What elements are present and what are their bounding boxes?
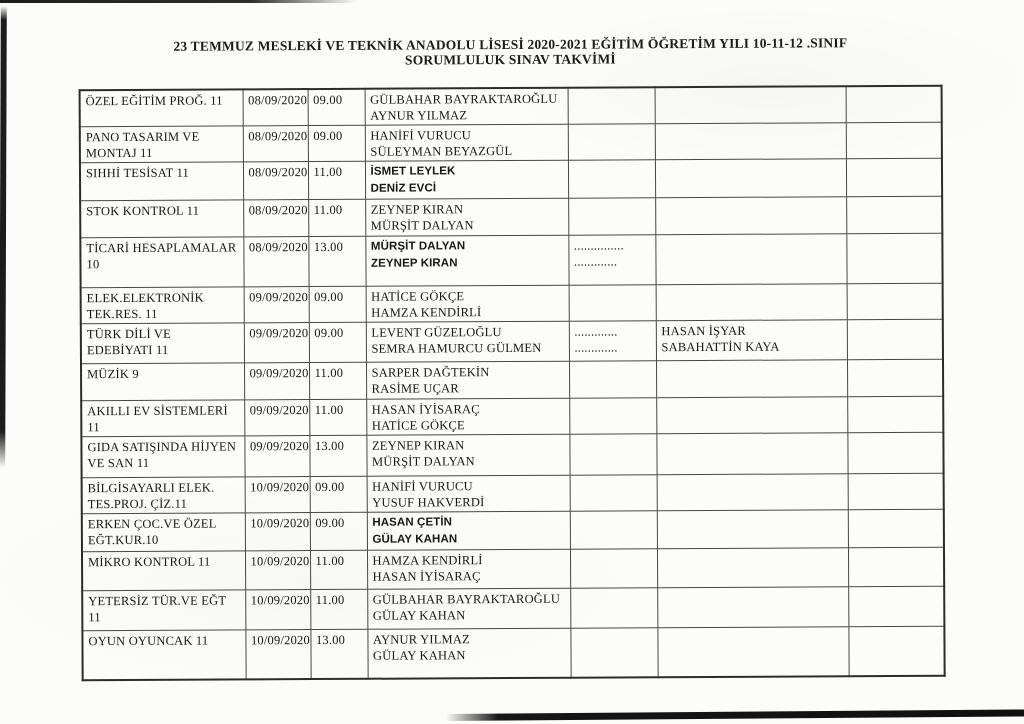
notes-cell (568, 87, 655, 124)
course-cell: TÜRK DİLİ VE EDEBİYATI 11 (81, 323, 244, 364)
document-title-line1: 23 TEMMUZ MESLEKİ VE TEKNİK ANADOLU LİSESİ 2020-2021 EĞİTİM ÖĞRETİM YILI 10-11-12 .SINIF (173, 35, 848, 54)
course-cell: AKILLI EV SİSTEMLERİ 11 (81, 400, 244, 437)
empty-cell (846, 122, 942, 159)
observers-cell (655, 86, 846, 123)
notes-cell (569, 398, 656, 434)
observers-cell (655, 159, 846, 198)
table-row (81, 359, 943, 401)
time-cell: 09.00 (310, 476, 367, 512)
table-row (81, 432, 943, 478)
observers-cell: HASAN İŞYAR SABAHATTİN KAYA (656, 320, 847, 361)
teachers-cell: GÜLBAHAR BAYRAKTAROĞLU GÜLAY KAHAN (367, 588, 570, 629)
empty-cell (848, 586, 944, 627)
course-cell: TİCARİ HESAPLAMALAR 10 (80, 237, 243, 288)
empty-cell (848, 547, 944, 587)
empty-cell (847, 359, 943, 397)
observers-cell (657, 474, 848, 511)
notes-cell (570, 475, 657, 511)
teachers-cell: AYNUR YILMAZ GÜLAY KAHAN (367, 628, 570, 678)
course-cell: PANO TASARIM VE MONTAJ 11 (80, 126, 243, 163)
empty-cell (847, 432, 943, 474)
date-cell: 10/09/2020 (245, 477, 310, 513)
date-cell: 10/09/2020 (245, 590, 310, 630)
observers-cell (655, 123, 846, 160)
empty-cell (847, 283, 943, 320)
empty-cell (846, 233, 942, 284)
teachers-cell: İSMET LEYLEK DENİZ EVCİ (365, 160, 568, 199)
course-cell: ERKEN ÇOC.VE ÖZEL EĞT.KUR.10 (82, 513, 245, 552)
table-row (80, 86, 942, 127)
table-row (80, 196, 942, 238)
notes-cell (569, 434, 656, 475)
exam-schedule-table (79, 85, 946, 681)
teachers-cell: MÜRŞİT DALYAN ZEYNEP KIRAN (365, 235, 568, 286)
date-cell: 09/09/2020 (244, 323, 309, 363)
dotted-line: ............. (573, 254, 618, 269)
time-cell: 09.00 (308, 125, 365, 161)
teachers-cell: HASAN İYİSARAÇ HATİCE GÖKÇE (366, 398, 569, 435)
time-cell: 11.00 (309, 362, 366, 399)
empty-cell (846, 158, 942, 197)
notes-cell (570, 549, 657, 588)
observers-cell (655, 197, 846, 235)
time-cell: 11.00 (308, 199, 365, 236)
teachers-cell: HASAN ÇETİN GÜLAY KAHAN (367, 511, 570, 550)
observers-cell (656, 360, 847, 398)
document-title (0, 34, 1022, 69)
table-row (82, 473, 944, 514)
time-cell: 09.00 (309, 322, 366, 362)
teachers-cell: ZEYNEP KIRAN MÜRŞİT DALYAN (366, 434, 569, 476)
course-cell: ÖZEL EĞİTİM PROĞ. 11 (80, 89, 243, 126)
date-cell: 10/09/2020 (245, 551, 310, 590)
time-cell: 09.00 (308, 89, 365, 126)
table-row (81, 396, 943, 437)
observers-cell (656, 397, 847, 434)
teachers-cell: HATİCE GÖKÇE HAMZA KENDİRLİ (366, 285, 569, 322)
empty-cell (847, 319, 943, 360)
empty-cell (847, 396, 943, 433)
notes-cell (568, 198, 655, 235)
course-cell: YETERSİZ TÜR.VE EĞT 11 (82, 590, 245, 631)
time-cell: 13.00 (309, 435, 366, 476)
table-row (81, 283, 943, 324)
empty-cell (848, 626, 944, 676)
notes-cell (570, 588, 657, 628)
observers-cell (657, 587, 848, 628)
time-cell: 09.00 (309, 286, 366, 322)
course-cell: STOK KONTROL 11 (80, 200, 243, 238)
empty-cell (848, 509, 944, 548)
teachers-cell: HANİFİ VURUCU YUSUF HAKVERDİ (367, 475, 570, 512)
empty-cell (846, 196, 942, 234)
notes-cell (569, 321, 656, 361)
table-row (82, 547, 944, 591)
notes-cell (570, 511, 657, 549)
date-cell: 09/09/2020 (244, 400, 309, 436)
observers-cell (656, 284, 847, 321)
table-row (82, 626, 944, 680)
course-cell: GIDA SATIŞINDA HİJYEN VE SAN 11 (81, 436, 244, 478)
time-cell: 11.00 (308, 161, 365, 199)
time-cell: 11.00 (309, 399, 366, 435)
empty-cell (846, 86, 942, 123)
date-cell: 08/09/2020 (243, 126, 308, 162)
notes-cell (568, 124, 655, 160)
date-cell: 10/09/2020 (245, 630, 310, 679)
teachers-cell: SARPER DAĞTEKİN RASİME UÇAR (366, 361, 569, 399)
date-cell: 09/09/2020 (244, 436, 309, 477)
course-cell: BİLGİSAYARLI ELEK. TES.PROJ. ÇİZ.11 (82, 477, 245, 514)
date-cell: 09/09/2020 (244, 363, 309, 400)
table-row (80, 122, 942, 163)
table-row (82, 509, 944, 552)
date-cell: 08/09/2020 (243, 237, 308, 287)
date-cell: 08/09/2020 (243, 162, 308, 200)
course-cell: MİKRO KONTROL 11 (82, 551, 245, 591)
notes-cell (568, 160, 655, 198)
notes-cell (570, 628, 657, 677)
notes-cell (568, 235, 655, 285)
document-title-line2: SORUMLULUK SINAV TAKVİMİ (404, 51, 616, 68)
time-cell: 11.00 (310, 550, 367, 589)
course-cell: SIHHİ TESİSAT 11 (80, 162, 243, 201)
observers-cell (657, 548, 848, 588)
observers-cell (655, 234, 846, 285)
table-row (82, 586, 944, 631)
observers-cell (656, 433, 847, 475)
teachers-cell: HAMZA KENDİRLİ HASAN İYİSARAÇ (367, 549, 570, 589)
dotted-line: ............. (574, 340, 618, 355)
dotted-line: ............... (573, 238, 624, 253)
teachers-cell: ZEYNEP KIRAN MÜRŞİT DALYAN (365, 198, 568, 236)
course-cell: MÜZİK 9 (81, 363, 244, 401)
time-cell: 13.00 (308, 236, 365, 286)
notes-cell (569, 285, 656, 321)
date-cell: 10/09/2020 (245, 513, 310, 551)
course-cell: OYUN OYUNCAK 11 (82, 630, 245, 680)
course-cell: ELEK.ELEKTRONİK TEK.RES. 11 (81, 287, 244, 324)
table-row (81, 319, 943, 364)
empty-cell (848, 473, 944, 510)
observers-cell (657, 510, 848, 549)
date-cell: 09/09/2020 (244, 287, 309, 323)
teachers-cell: GÜLBAHAR BAYRAKTAROĞLU AYNUR YILMAZ (365, 88, 568, 126)
time-cell: 11.00 (310, 589, 367, 629)
time-cell: 13.00 (310, 629, 367, 678)
dotted-line: ............. (574, 324, 618, 339)
date-cell: 08/09/2020 (243, 89, 308, 126)
table-row (80, 233, 942, 288)
teachers-cell: HANİFİ VURUCU SÜLEYMAN BEYAZGÜL (365, 124, 568, 161)
time-cell: 09.00 (310, 512, 367, 550)
notes-cell (569, 361, 656, 398)
table-row (80, 158, 942, 201)
date-cell: 08/09/2020 (243, 200, 308, 237)
observers-cell (657, 627, 848, 677)
teachers-cell: LEVENT GÜZELOĞLU SEMRA HAMURCU GÜLMEN (366, 321, 569, 362)
scan-artifact-top-edge (0, 0, 358, 3)
